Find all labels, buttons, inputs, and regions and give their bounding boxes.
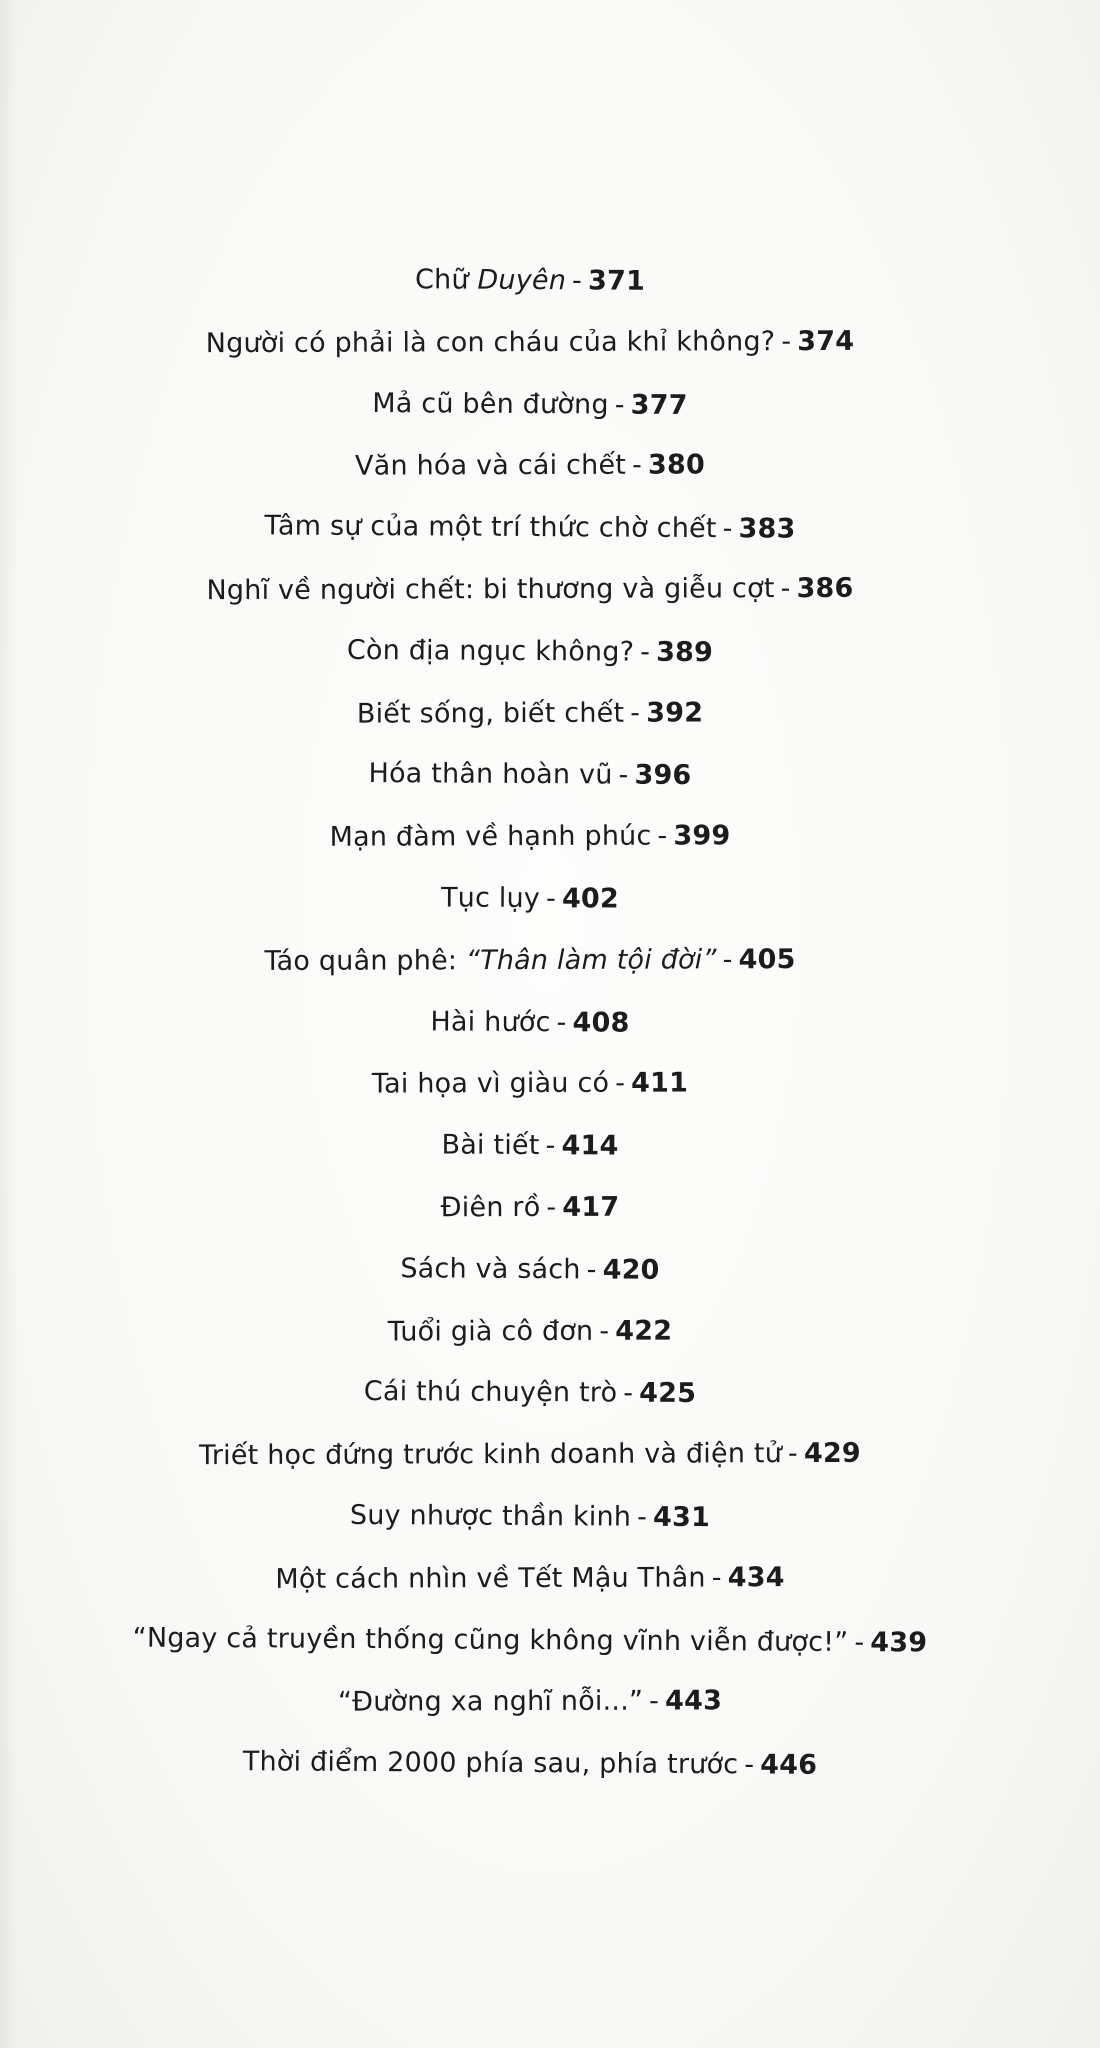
entry-separator: - (854, 1626, 865, 1658)
entry-separator: - (623, 1377, 634, 1409)
entry-page-number: 408 (572, 1006, 630, 1039)
entry-title (441, 1130, 539, 1162)
entry-separator: - (711, 1562, 722, 1594)
entry-page-number: 383 (738, 513, 796, 545)
entry-title (330, 821, 652, 853)
entry-title-text: Người có phải là con cháu của khỉ không? (205, 325, 776, 359)
entry-separator: - (640, 636, 651, 668)
entry-title (441, 882, 540, 914)
entry-title (264, 944, 716, 977)
entry-separator: - (545, 1130, 556, 1162)
toc-entry (0, 1299, 1060, 1364)
entry-page-number: 429 (803, 1437, 861, 1470)
toc-entry (0, 988, 1060, 1056)
toc-entry (0, 1422, 1060, 1487)
toc-entry (0, 741, 1060, 809)
entry-page-number: 405 (738, 943, 796, 976)
entry-title-text: Mạn đàm về hạnh phúc (329, 820, 652, 853)
table-of-contents (0, 250, 1060, 1795)
entry-separator: - (657, 820, 668, 852)
entry-title-text: Tục lụy (440, 882, 541, 915)
entry-separator: - (546, 1191, 557, 1223)
entry-title (415, 264, 566, 296)
toc-entry (0, 1359, 1060, 1427)
entry-title (275, 1562, 705, 1595)
toc-entry (0, 1546, 1060, 1611)
entry-title-text: Hóa thân hoàn vũ (368, 758, 613, 791)
entry-title (133, 1622, 849, 1657)
entry-title (372, 388, 609, 420)
entry-title-text: Văn hóa và cái chết (354, 450, 627, 483)
entry-page-number: 377 (630, 389, 688, 421)
entry-title-text: Hài hước (430, 1005, 551, 1038)
entry-title (430, 1006, 550, 1038)
entry-title-text: Bài tiết (441, 1129, 540, 1162)
entry-separator: - (556, 1006, 567, 1038)
toc-entry (0, 1052, 1060, 1117)
entry-title-italic: “Thân làm tội đời” (465, 944, 717, 976)
entry-title (350, 1500, 631, 1533)
entry-page-number: 446 (760, 1749, 818, 1781)
entry-page-number: 431 (652, 1501, 711, 1534)
entry-title-text: “Đường xa nghĩ nỗi...” (337, 1685, 644, 1718)
entry-page-number: 414 (561, 1130, 619, 1162)
entry-page-number: 411 (631, 1067, 689, 1100)
toc-entry (0, 865, 1060, 933)
entry-title-text: Suy nhược thần kinh (349, 1499, 632, 1533)
entry-page-number: 392 (646, 696, 704, 729)
entry-page-number: 443 (665, 1685, 723, 1717)
toc-entry (0, 1669, 1060, 1734)
entry-separator: - (586, 1254, 597, 1286)
toc-entry (0, 1236, 1060, 1304)
entry-page-number: 374 (797, 325, 855, 357)
toc-entry (0, 928, 1060, 993)
entry-page-number: 399 (673, 820, 731, 852)
entry-page-number: 439 (870, 1626, 928, 1658)
entry-title (243, 1746, 739, 1780)
toc-entry (0, 1175, 1060, 1240)
toc-entry (0, 494, 1060, 562)
entry-title-text: “Ngay cả truyền thống cũng không vĩnh viễn được!” (132, 1622, 849, 1658)
entry-title-text: Tai họa vì giàu có (371, 1068, 610, 1100)
entry-title-text: Thời điểm 2000 phía sau, phía trước (242, 1746, 739, 1781)
toc-entry (0, 804, 1060, 869)
entry-title-text: Điên rồ (440, 1191, 541, 1224)
entry-separator: - (571, 265, 583, 297)
entry-separator: - (630, 697, 641, 729)
entry-title-text: Táo quân phê: (264, 944, 466, 977)
entry-title (347, 635, 634, 668)
entry-title-text: Triết học đứng trước kinh doanh và điện tử (199, 1438, 783, 1472)
entry-title-text: Biết sống, biết chết (356, 697, 625, 730)
toc-entry (0, 1112, 1060, 1180)
entry-separator: - (722, 513, 733, 545)
entry-page-number: 420 (602, 1254, 660, 1286)
entry-title-text: Mả cũ bên đường (372, 387, 609, 421)
toc-entry (0, 1483, 1060, 1551)
entry-page-number: 434 (727, 1561, 785, 1594)
entry-title-text: Tuổi già cô đơn (387, 1315, 594, 1348)
entry-title (355, 450, 626, 482)
entry-separator: - (545, 883, 557, 915)
entry-title (372, 1068, 609, 1100)
entry-title (206, 326, 776, 359)
entry-separator: - (618, 759, 629, 791)
entry-page-number: 402 (561, 883, 620, 915)
entry-page-number: 425 (639, 1378, 697, 1410)
entry-title (199, 1438, 782, 1471)
entry-title (338, 1686, 643, 1718)
toc-entry (0, 681, 1060, 746)
entry-title-text: Chữ (414, 264, 478, 296)
toc-entry (0, 1606, 1060, 1674)
toc-entry (0, 1730, 1060, 1798)
entry-title (368, 758, 612, 790)
entry-separator: - (787, 1438, 798, 1470)
entry-title-text: Một cách nhìn về Tết Mậu Thân (275, 1562, 706, 1595)
toc-entry (0, 370, 1060, 438)
entry-title-text: Nghĩ về người chết: bi thương và giễu cợt (206, 573, 775, 607)
entry-page-number: 380 (647, 449, 706, 481)
toc-entry (0, 247, 1060, 315)
entry-separator: - (781, 325, 792, 357)
entry-title (441, 1192, 541, 1223)
entry-title-text: Sách và sách (400, 1252, 581, 1286)
entry-title-text: Còn địa ngục không? (346, 634, 635, 668)
entry-title (206, 573, 774, 606)
entry-separator: - (649, 1685, 660, 1717)
entry-title (400, 1253, 580, 1285)
entry-title (357, 697, 624, 729)
entry-title-text: Cái thú chuyện trò (363, 1376, 618, 1409)
entry-page-number: 389 (656, 636, 714, 668)
entry-title (264, 511, 716, 545)
entry-separator: - (744, 1749, 755, 1781)
toc-entry (0, 557, 1060, 622)
toc-entry (0, 618, 1060, 686)
entry-separator: - (599, 1315, 610, 1347)
entry-title-italic: Duyên (477, 264, 567, 297)
entry-separator: - (615, 1068, 626, 1100)
entry-separator: - (780, 573, 791, 605)
entry-separator: - (614, 389, 625, 421)
entry-page-number: 386 (796, 572, 854, 605)
entry-title (388, 1315, 594, 1347)
entry-page-number: 417 (562, 1191, 620, 1223)
entry-title (364, 1376, 618, 1409)
toc-entry (0, 434, 1060, 499)
toc-entry (0, 310, 1060, 375)
entry-title-text: Tâm sự của một trí thức chờ chết (264, 510, 717, 545)
entry-separator: - (637, 1501, 648, 1533)
entry-page-number: 422 (615, 1315, 673, 1347)
entry-separator: - (631, 449, 643, 482)
entry-page-number: 371 (587, 265, 646, 297)
entry-page-number: 396 (634, 760, 692, 792)
entry-separator: - (722, 944, 733, 976)
